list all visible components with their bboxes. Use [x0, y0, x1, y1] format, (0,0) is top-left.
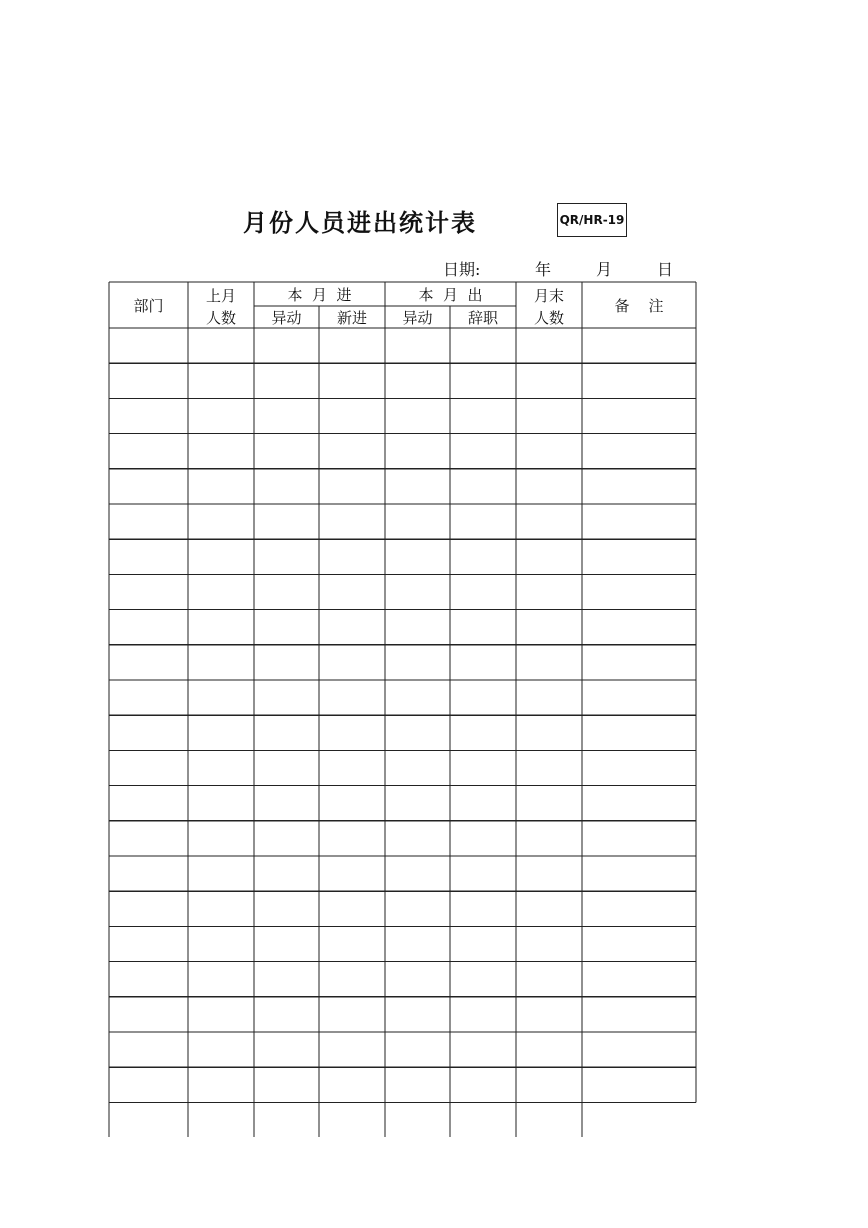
header-month-out: 本 月 出 [418, 286, 483, 304]
header-month-end-line1: 月末 [533, 286, 564, 305]
header-department: 部门 [133, 296, 164, 315]
date-year-label: 年 [535, 260, 552, 279]
date-month-label: 月 [596, 260, 613, 279]
form-code-box: QR/HR-19 [557, 203, 627, 237]
date-label: 日期: [443, 260, 481, 279]
form-title: 月份人员进出统计表 [243, 208, 477, 237]
header-in-transfer: 异动 [271, 308, 302, 327]
header-prev-month-line2: 人数 [205, 308, 236, 327]
header-in-new: 新进 [336, 308, 367, 327]
header-remarks: 备 注 [614, 296, 664, 315]
date-day-label: 日 [657, 260, 674, 279]
header-prev-month-line1: 上月 [205, 286, 236, 305]
header-month-end-line2: 人数 [533, 308, 564, 327]
header-out-transfer: 异动 [402, 308, 433, 327]
header-out-resign: 辞职 [467, 308, 498, 327]
header-month-in: 本 月 进 [287, 286, 352, 304]
